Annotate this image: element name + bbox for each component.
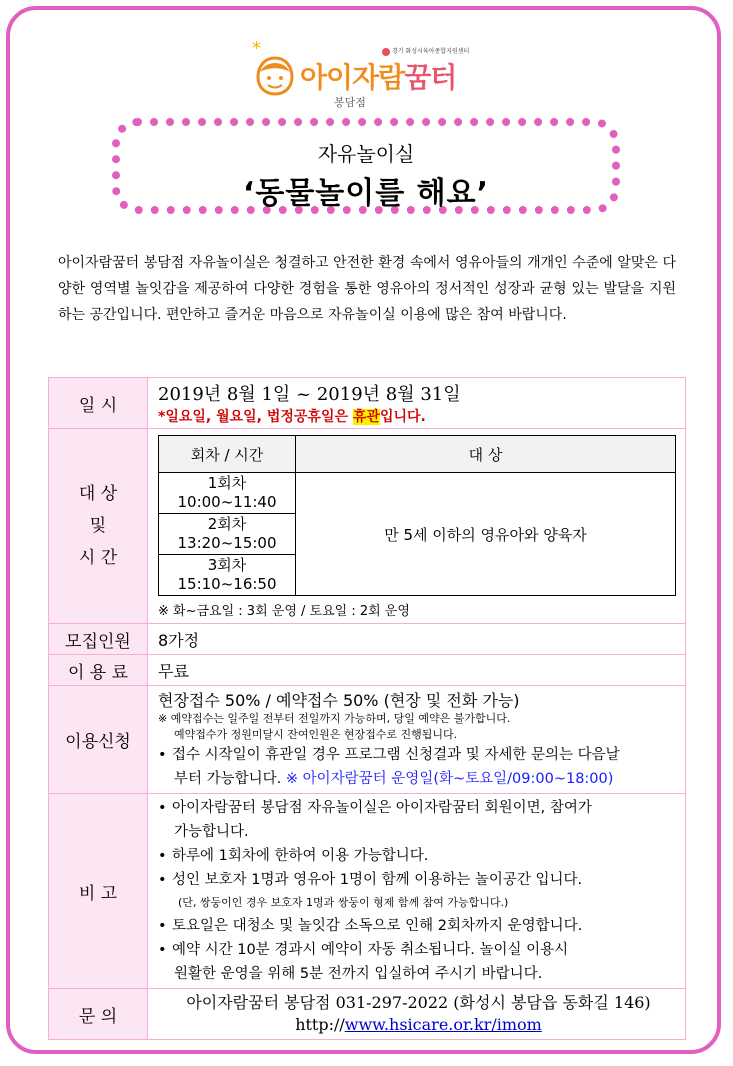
page-title: ‘동물놀이를 해요’ xyxy=(242,176,490,211)
target-label-line3: 시 간 xyxy=(78,548,118,568)
logo-branch: 봉담점 xyxy=(334,96,366,109)
apply-method: 현장접수 50% / 예약접수 50% (현장 및 전화 가능) xyxy=(158,691,520,710)
remarks-label: 비 고 xyxy=(49,794,148,989)
apply-note-2: 예약접수가 정원미달시 잔여인원은 현장접수로 진행됩니다. xyxy=(174,728,458,741)
apply-label: 이용신청 xyxy=(49,686,148,794)
remark-2: • 하루에 1회차에 한하여 이용 가능합니다. xyxy=(158,848,429,864)
remark-3-paren: (단, 쌍둥이인 경우 보호자 1명과 쌍둥이 형제 함께 참여 가능합니다.) xyxy=(178,896,509,909)
remark-5: • 예약 시간 10분 경과시 예약이 자동 취소됩니다. 놀이실 이용시 xyxy=(158,942,569,958)
session-1: 1회차 10:00~11:40 xyxy=(159,473,296,514)
schedule-table xyxy=(158,435,676,596)
date-label: 일 시 xyxy=(49,378,148,429)
support-center-label: 경기 화성시육아종합지원센터 xyxy=(382,46,469,56)
operation-note: ※ 화~금요일 : 3회 운영 / 토요일 : 2회 운영 xyxy=(158,604,410,619)
apply-cell xyxy=(148,686,686,794)
star-icon: * xyxy=(252,38,261,59)
target-label-line2: 및 xyxy=(89,516,107,536)
remark-3: • 성인 보호자 1명과 영유아 1명이 함께 이용하는 놀이공간 입니다. xyxy=(158,872,583,888)
target-description: 만 5세 이하의 영유아와 양육자 xyxy=(296,473,676,596)
session-2: 2회차 13:20~15:00 xyxy=(159,514,296,555)
apply-bullet-cont: 부터 가능합니다. ※ 아이자람꿈터 운영일(화~토요일/09:00~18:00) xyxy=(174,771,614,787)
target-cell xyxy=(148,429,686,624)
intro-paragraph: 아이자람꿈터 봉담점 자유놀이실은 청결하고 안전한 환경 속에서 영유아들의 개개인 수준에 알맞은 다양한 영역별 놀잇감을 제공하여 다양한 경험을 통한 영유아의 정서적인 성장과 균형 있는 발달을 지원하는 공간입니다. 편안하고 즐거운 마음으로 자유놀이실 이용에 많은 참여 바랍니다. xyxy=(58,255,676,323)
remarks-cell xyxy=(148,794,686,989)
website-link[interactable]: www.hsicare.or.kr/imom xyxy=(344,1015,542,1034)
date-range: 2019년 8월 1일 ~ 2019년 8월 31일 xyxy=(158,384,461,405)
child-face-icon xyxy=(256,54,294,96)
closed-highlight: 휴관 xyxy=(352,409,380,425)
apply-note-1: ※ 예약접수는 일주일 전부터 전일까지 가능하며, 당일 예약은 불가합니다. xyxy=(158,712,511,725)
target-label xyxy=(49,429,148,624)
remark-5-cont: 원활한 운영을 위해 5분 전까지 입실하여 주시기 바랍니다. xyxy=(174,966,543,982)
logo xyxy=(250,40,490,110)
capacity-label: 모집인원 xyxy=(49,624,148,655)
fee-label: 이 용 료 xyxy=(49,655,148,686)
remark-1-cont: 가능합니다. xyxy=(174,824,249,840)
remarks-row xyxy=(49,794,686,989)
apply-bullet: • 접수 시작일이 휴관일 경우 프로그램 신청결과 및 자세한 문의는 다음날 xyxy=(158,747,620,763)
center-mark-icon xyxy=(382,48,390,56)
target-label-line1: 대 상 xyxy=(78,484,118,504)
opening-hours-note: ※ 아이자람꿈터 운영일(화~토요일/09:00~18:00) xyxy=(285,771,614,787)
closed-days-note: *일요일, 월요일, 법정공휴일은 휴관입니다. xyxy=(158,409,426,425)
target-row xyxy=(49,429,686,624)
info-table xyxy=(48,377,686,1040)
fee-row xyxy=(49,655,686,686)
date-cell xyxy=(148,378,686,429)
session-header: 회차 / 시간 xyxy=(159,436,296,473)
contact-row xyxy=(49,989,686,1040)
contact-label: 문 의 xyxy=(49,989,148,1040)
capacity-row xyxy=(49,624,686,655)
title-box xyxy=(112,118,620,214)
date-row xyxy=(49,378,686,429)
remark-4: • 토요일은 대청소 및 놀잇감 소독으로 인해 2회차까지 운영합니다. xyxy=(158,918,583,934)
remark-1: • 아이자람꿈터 봉담점 자유놀이실은 아이자람꿈터 회원이면, 참여가 xyxy=(158,800,592,816)
target-header: 대 상 xyxy=(296,436,676,473)
contact-url: http://www.hsicare.or.kr/imom xyxy=(295,1015,542,1034)
apply-row xyxy=(49,686,686,794)
contact-cell xyxy=(148,989,686,1040)
session-3: 3회차 15:10~16:50 xyxy=(159,555,296,596)
fee-value: 무료 xyxy=(148,655,686,686)
logo-name: 아이자람꿈터 xyxy=(300,61,457,94)
title-subtitle: 자유놀이실 xyxy=(317,142,415,166)
capacity-value: 8가정 xyxy=(148,624,686,655)
contact-info: 아이자람꿈터 봉담점 031-297-2022 (화성시 봉담읍 동화길 146) xyxy=(186,993,651,1012)
